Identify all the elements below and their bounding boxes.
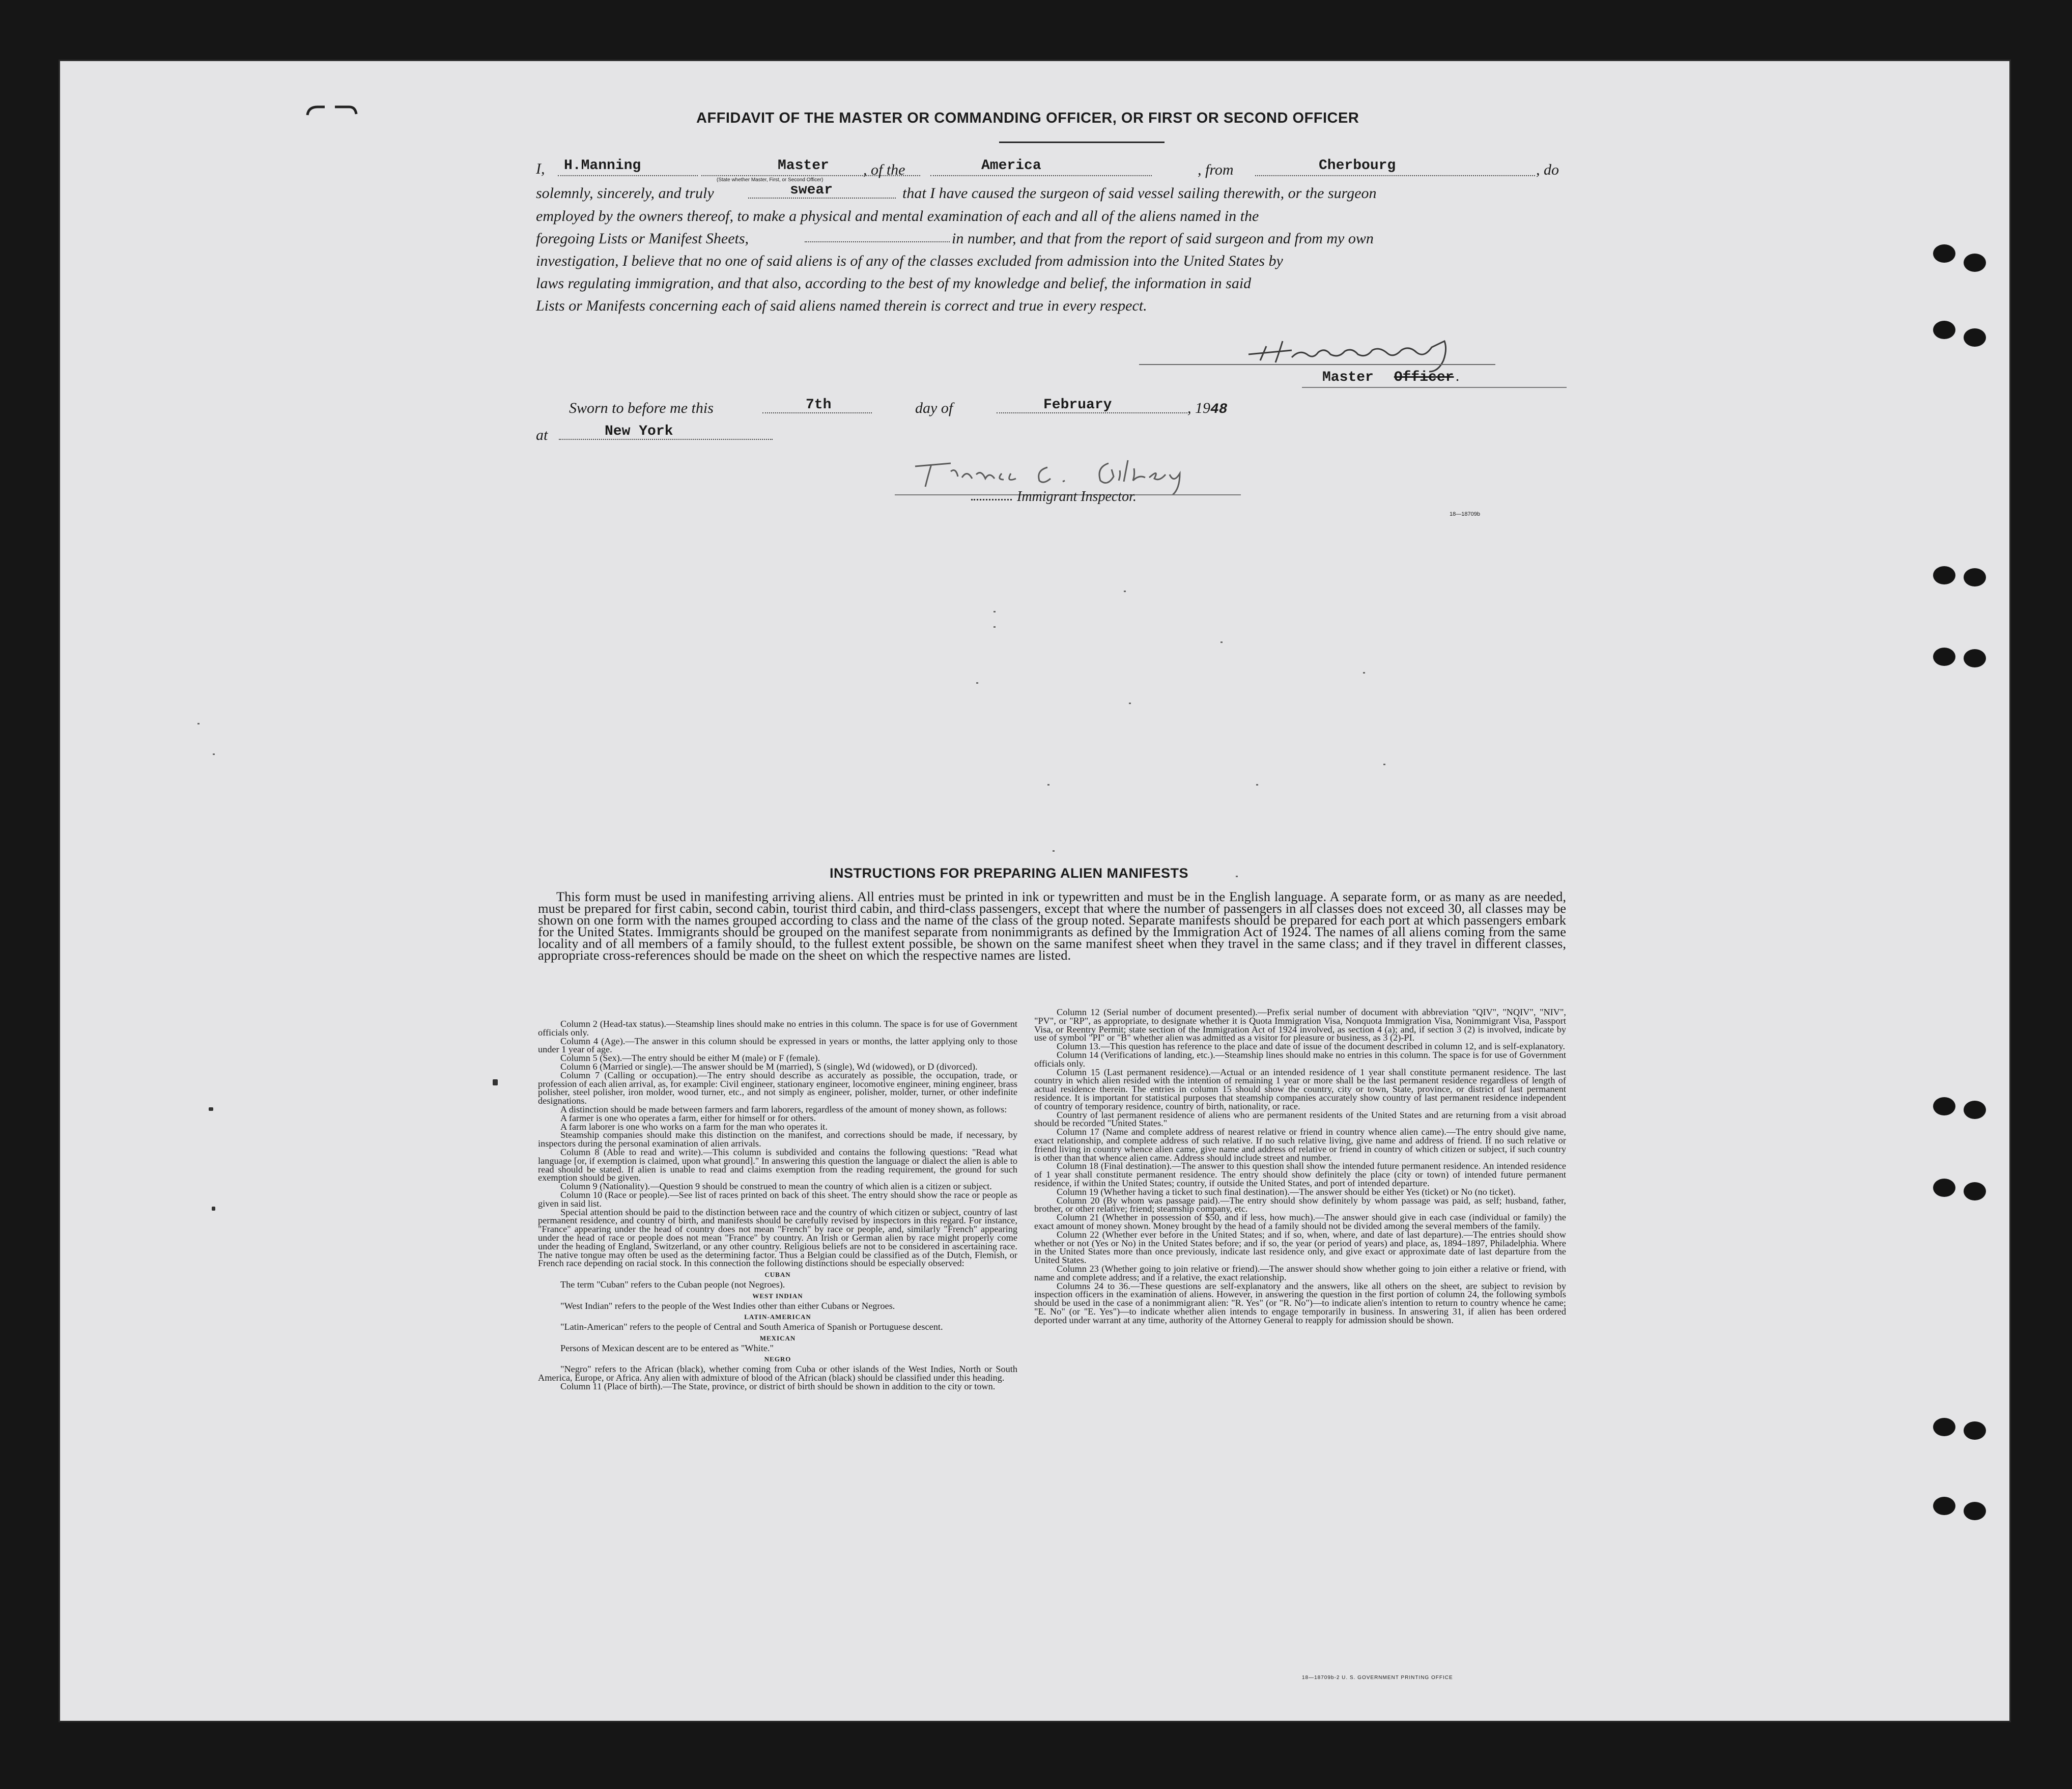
bleed-mark	[994, 626, 996, 628]
instruction-paragraph: Column 12 (Serial number of document presented).—Prefix serial number of document with abbreviation "QIV", "NQIV", "NIV", "PV", or "RP", as appropriate, to designate whether it is Quota Immigration Visa, Nonquota Immigration Visa, Nonimmigrant Visa, Passport Visa, or Reentry Permit; state section of the Immigration Act of 1924 involved, as section 4 (a); and, if section 3 (2) is involved, indicate by use of symbol "PI" or "B" whether alien was admitted as a visitor for pleasure or business, as 3 (2)-PI.	[1034, 1007, 1566, 1043]
bleed-mark	[1129, 703, 1131, 704]
line-6: laws regulating immigration, and that also, according to the best of my knowledge and belief, the information in said	[536, 275, 1252, 292]
sworn-place: New York	[605, 424, 673, 439]
race-heading: CUBAN	[764, 1271, 791, 1279]
bleed-mark	[1124, 591, 1126, 592]
line-4-post: in number, and that from the report of said surgeon and from my own	[952, 230, 1374, 247]
binder-hole	[1964, 1182, 1986, 1200]
race-definition: "West Indian" refers to the people of the West Indies other than either Cubans or Negroes.	[560, 1300, 895, 1311]
signer-title: Master	[1322, 370, 1374, 385]
binder-hole	[1933, 244, 1955, 263]
do-label: , do	[1536, 161, 1559, 178]
port-field	[1255, 158, 1535, 176]
bleed-mark	[1383, 764, 1385, 765]
left-column	[538, 1020, 1017, 1391]
instruction-paragraph: Column 15 (Last permanent residence).—Actual or an intended residence of 1 year shall constitute permanent residence. The last country in which alien resided with the intention of remaining 1 year or more shall be the last permanent residence regardless of length of actual residence therein. The entries in column 15 should show the country, city or town, State, province, or district of last permanent residence. It is important for statistical purposes that steamship companies accurately show country of last permanent residence independent of country of temporary residence, country of birth, nationality, or race.	[1034, 1067, 1566, 1111]
binder-hole	[1964, 1101, 1986, 1119]
sworn-day: 7th	[806, 397, 832, 413]
port-name: Cherbourg	[1319, 158, 1396, 174]
oath-field	[748, 182, 896, 199]
count-field	[805, 226, 950, 242]
bleed-mark	[994, 611, 996, 612]
sworn-label: Sworn to before me this	[569, 400, 714, 416]
sworn-month-field	[997, 397, 1187, 413]
binder-hole	[1933, 566, 1955, 584]
instruction-paragraph: Column 7 (Calling or occupation).—The entry should describe as accurately as possible, the occupation, trade, or profession of each alien arrival, as, for example: Civil engineer, stationary engineer, locomotive engineer, mining engineer, brass polisher, steel polisher, iron molder, wood turner, etc., and not simply as engineer, polisher, molder, turner, or other indefinite designations.	[538, 1070, 1017, 1106]
binder-hole	[1933, 321, 1955, 339]
binder-hole	[1964, 649, 1986, 667]
line-5: investigation, I believe that no one of said aliens is of any of the classes excluded from admission into the United States by	[536, 253, 1283, 269]
binder-hole	[1933, 648, 1955, 666]
line-2-pre: solemnly, sincerely, and truly	[536, 185, 714, 202]
of-the-label: , of the	[863, 161, 905, 178]
instructions-title: INSTRUCTIONS FOR PREPARING ALIEN MANIFESTS	[830, 865, 1189, 881]
instruction-paragraph: Column 23 (Whether going to join relative or friend).—The answer should show whether going to join either a relative or friend, with name and complete address; and if a relative, the exact relationship.	[1034, 1263, 1566, 1282]
binder-hole	[1964, 568, 1986, 586]
master-rank: Master	[778, 158, 829, 174]
line-4-pre: foregoing Lists or Manifest Sheets,	[536, 230, 749, 247]
race-definition: Persons of Mexican descent are to be entered as "White."	[560, 1343, 774, 1353]
bleed-mark	[1053, 850, 1055, 852]
bleed-mark	[213, 753, 215, 755]
form-footer: 18—18709b-2 U. S. GOVERNMENT PRINTING OFFICE	[1302, 1675, 1453, 1681]
race-heading: MEXICAN	[759, 1334, 796, 1342]
race-heading: LATIN-AMERICAN	[744, 1313, 811, 1321]
line-3: employed by the owners thereof, to make a physical and mental examination of each and all of the aliens named in the	[536, 208, 1259, 225]
year-prefix: , 19	[1187, 400, 1210, 416]
line-7: Lists or Manifests concerning each of said aliens named therein is correct and true in every respect.	[536, 297, 1147, 314]
binder-hole	[1933, 1097, 1955, 1115]
bleed-mark	[1047, 784, 1049, 786]
binder-hole	[1964, 1421, 1986, 1440]
race-definition: "Negro" refers to the African (black), whether coming from Cuba or other islands of the West Indies, North or South America, Europe, or Africa. Any alien with admixture of blood of the African (black) should be classified under this heading.	[538, 1364, 1017, 1383]
stray-mark	[493, 1079, 498, 1085]
from-label: , from	[1198, 161, 1234, 178]
master-name: H.Manning	[564, 158, 641, 174]
instruction-paragraph: Steamship companies should make this distinction on the manifest, and corrections should be made, if necessary, by inspectors during the personal examination of alien arrivals.	[538, 1130, 1017, 1149]
form-number-top: 18—18709b	[1450, 511, 1480, 517]
vessel-name: America	[981, 158, 1041, 174]
instruction-paragraph: Column 19 (Whether having a ticket to such final destination).—The answer should be either Yes (ticket) or No (no ticket).	[1057, 1186, 1516, 1197]
day-of-label: day of	[915, 400, 953, 416]
binder-hole	[1964, 1502, 1986, 1520]
name-field	[558, 158, 698, 176]
bleed-mark	[976, 682, 978, 684]
year-suffix: 48	[1210, 402, 1228, 417]
binder-hole	[1933, 1179, 1955, 1197]
affidavit-title: AFFIDAVIT OF THE MASTER OR COMMANDING OFFICER, OR FIRST OR SECOND OFFICER	[696, 110, 1359, 126]
signer-rule	[1302, 387, 1567, 388]
sworn-month: February	[1043, 397, 1112, 413]
sworn-day-field	[762, 397, 872, 413]
dotted-trail	[971, 499, 1012, 500]
instruction-paragraph: Columns 24 to 36.—These questions are self-explanatory and the answers, like all others on the sheet, are subject to revision by inspection officers in the examination of aliens. However, in answering the question in the first portion of column 24, the following symbols should be used in the case of a nonimmigrant alien: "R. Yes" (or "R. No")—to indicate alien's intention to return to country whence he came; "E. No" (or "E. Yes")—to indicate whether alien intends to engage temporarily in business. In answering 31, if alien has been ordered deported under warrant at any time, authority of the Attorney General to reapply for admission should be shown.	[1034, 1280, 1566, 1325]
bleed-mark	[197, 723, 200, 724]
bleed-mark	[1221, 641, 1223, 643]
instruction-paragraph: A farmer is one who operates a farm, either for himself or for others.	[560, 1112, 816, 1123]
instruction-paragraph: Column 10 (Race or people).—See list of races printed on back of this sheet. The entry should show the race or people as given in said list.	[538, 1189, 1017, 1209]
instruction-paragraph: Column 18 (Final destination).—The answer to this question shall show the intended future permanent residence. An intended residence of 1 year shall constitute permanent residence. The entry should show definitely the place (city or town) of intended future permanent residence, if within the United States; country, if outside the United States, and port of intended departure.	[1034, 1161, 1566, 1188]
instruction-paragraph: Column 13.—This question has reference to the place and date of issue of the document described in column 12, and is self-explanatory.	[1057, 1041, 1565, 1052]
line-2-post: that I have caused the surgeon of said vessel sailing therewith, or the surgeon	[902, 185, 1377, 202]
race-heading: WEST INDIAN	[752, 1292, 803, 1300]
instruction-paragraph: Column 17 (Name and complete address of nearest relative or friend in country whence alien came).—The entry should give name, exact relationship, and complete address of such relative. If no such relative living, give name and address of friend. If no such relative or friend living in country whence alien came, give name and address of relative or friend in country of which citizen or subject, if such country is other than that whence alien came. Address should include street and number.	[1034, 1127, 1566, 1163]
binder-hole	[1933, 1497, 1955, 1515]
race-definition: "Latin-American" refers to the people of Central and South America of Spanish or Portuguese descent.	[560, 1322, 943, 1332]
instructions-intro	[538, 891, 1566, 961]
oath-word: swear	[790, 182, 833, 198]
signer-title-line	[1322, 368, 1460, 385]
instruction-paragraph: Column 2 (Head-tax status).—Steamship lines should make no entries in this column. The space is for use of Government officials only.	[538, 1019, 1017, 1038]
instruction-paragraph: Column 14 (Verifications of landing, etc.).—Steamship lines should make no entries in this column. The space is for use of Government officials only.	[1034, 1049, 1566, 1069]
sworn-place-field	[559, 424, 773, 440]
instruction-paragraph: Column 9 (Nationality).—Question 9 should be construed to mean the country of which alien is a citizen or subject.	[560, 1181, 992, 1192]
instruction-paragraph: A farm laborer is one who works on a farm for the man who operates it.	[560, 1121, 828, 1132]
bleed-mark	[1236, 876, 1238, 877]
stray-mark	[212, 1207, 215, 1211]
instruction-paragraph: Column 20 (By whom was passage paid).—The entry should show definitely by whom passage was paid, as self; husband, father, brother, or other relative; friend; steamship company, etc.	[1034, 1195, 1566, 1214]
bleed-mark	[1363, 672, 1365, 674]
title-period: .	[1456, 368, 1460, 384]
instruction-paragraph: Special attention should be paid to the distinction between race and the country of which citizen or subject, country of last permanent residence, and country of birth, and manifests should be carefully revised by inspectors in this regard. For instance, "France" appearing under the head of country does not mean "French" by race or people, and, similarly "French" appearing under the head of race or people does not mean "France" by country. An Irish or German alien by race might properly come under the heading of England, Switzerland, or any other country. Religious beliefs are not to be considered in ascertaining race. The native tongue may often be used as the determining factor. Thus a Belgian could be classified as of the Dutch, Flemish, or French race depending on racial stock. In this connection the following distinctions should be especially observed:	[538, 1207, 1017, 1269]
rank-caption: (State whether Master, First, or Second Officer)	[717, 177, 824, 183]
intro-i: I,	[536, 160, 545, 177]
instruction-paragraph: Column 22 (Whether ever before in the United States; and if so, when, where, and date of last departure).—The entries should show whether or not (Yes or No) in the United States before; and if so, the year (or period of years) and place, as, 1894–1897, Philadelphia. Where in the United States more than once previously, indicate last residence only, and give exact or approximate date of last departure from the United States.	[1034, 1229, 1566, 1266]
corner-mark-icon	[304, 103, 360, 118]
binder-hole	[1964, 328, 1986, 347]
instruction-paragraph: Country of last permanent residence of aliens who are permanent residents of the United States and are returning from a visit abroad should be recorded "United States."	[1034, 1109, 1566, 1129]
bleed-mark	[1256, 784, 1258, 786]
race-heading: NEGRO	[764, 1355, 791, 1363]
race-definition: The term "Cuban" refers to the Cuban people (not Negroes).	[560, 1279, 785, 1290]
struck-title: Officer	[1394, 370, 1454, 385]
stray-mark	[209, 1107, 213, 1111]
sworn-year	[1187, 400, 1228, 417]
instruction-paragraph: Column 6 (Married or single).—The answer should be M (married), S (single), Wd (widowed), or D (divorced).	[560, 1061, 978, 1072]
binder-hole	[1964, 254, 1986, 272]
instruction-paragraph: Column 21 (Whether in possession of $50, and if less, how much).—The answer should give in each case (individual or family) the exact amount of money shown. Money brought by the head of a family should not be divided among the several members of the family.	[1034, 1212, 1566, 1231]
intro-text: This form must be used in manifesting arriving aliens. All entries must be printed in ink or typewritten and must be in the English language. A separate form, or as many as are needed, must be prepared for first cabin, second cabin, tourist third cabin, and third-class passengers, except that where the number of passengers in all classes does not exceed 30, all classes may be shown on one form with the names grouped according to class and the name of the class of the group noted. Separate manifests should be prepared for each port at which passengers embark for the United States. Immigrants should be grouped on the manifest separate from nonimmigrants as defined by the Immigration Act of 1924. The names of all aliens coming from the same locality and of all members of a family should, to the fullest extent possible, be shown on the same manifest sheet when they travel in the same class; and if they travel in different classes, appropriate cross-references should be made on the sheet on which the respective names are listed.	[538, 889, 1566, 963]
instruction-paragraph: Column 5 (Sex).—The entry should be either M (male) or F (female).	[560, 1053, 820, 1064]
instruction-paragraph: Column 8 (Able to read and write).—This column is subdivided and contains the following questions: "Read what language [or, if exemption is claimed, upon what ground]." In answering this question the language or dialect the alien is able to read should be stated. If alien is unable to read and claims exemption from the reading requirement, the ground for such exemption should be given.	[538, 1147, 1017, 1183]
affidavit-line-1	[536, 160, 545, 178]
instruction-paragraph: Column 11 (Place of birth).—The State, province, or district of birth should be shown in addition to the city or town.	[560, 1381, 996, 1391]
binder-hole	[1933, 1418, 1955, 1436]
document-page	[60, 61, 2009, 1721]
instruction-paragraph: A distinction should be made between farmers and farm laborers, regardless of the amount of money shown, as follows:	[560, 1104, 1007, 1114]
right-column	[1034, 1008, 1566, 1324]
at-label: at	[536, 427, 548, 443]
inspector-title: Immigrant Inspector.	[1017, 489, 1137, 505]
instruction-paragraph: Column 4 (Age).—The answer in this column should be expressed in years or months, the latter applying only to those under 1 year of age.	[538, 1036, 1017, 1055]
title-rule	[999, 142, 1165, 143]
vessel-field	[930, 158, 1152, 176]
